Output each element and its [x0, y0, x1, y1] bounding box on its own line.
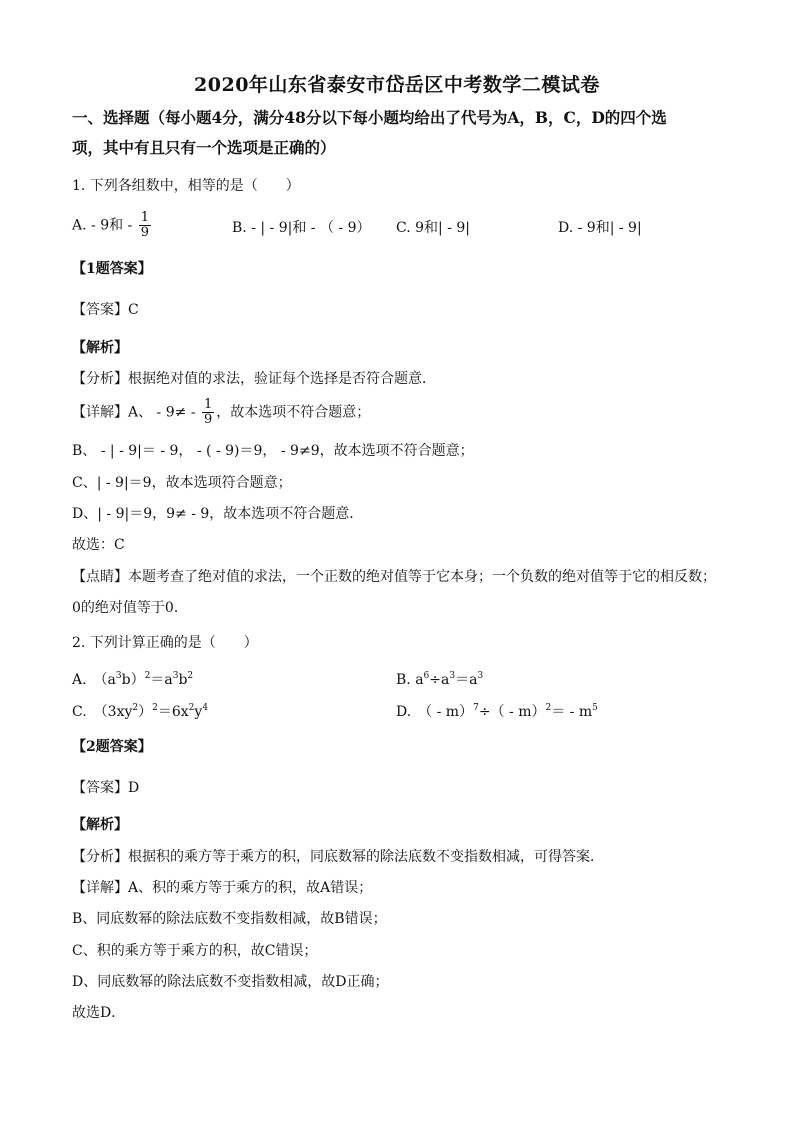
exponent: 2 [132, 703, 139, 713]
expr-part: b） [121, 672, 145, 688]
q1-option-c: C. 9和| - 9| [396, 220, 470, 236]
exponent: 5 [592, 703, 598, 713]
q1-detail-a-pre: 【详解】A、 - 9≠ - [72, 404, 201, 421]
q1-stem: 1. 下列各组数中，相等的是（ ） [72, 178, 300, 194]
q1-remark-line2: 0的绝对值等于0． [72, 600, 188, 616]
fraction-numerator: 1 [140, 210, 150, 225]
expr-part: ÷（ - m） [478, 704, 546, 720]
q1-answer-heading: 【1题答案】 [72, 261, 152, 277]
q2-choice: 故选D． [72, 1005, 126, 1021]
q1-detail-a [72, 398, 370, 427]
q2-detail-a: 【详解】A、积的乘方等于乘方的积，故A错误； [72, 880, 373, 896]
q1-detail-c: C、| - 9|＝9，故本选项符合题意； [72, 475, 292, 491]
expr-part: B. a [396, 672, 424, 688]
q2-detail-b: B、同底数幂的除法底数不变指数相减，故B错误； [72, 911, 387, 927]
exponent: 2 [187, 671, 194, 681]
q1-remark-line1: 【点睛】本题考查了绝对值的求法，一个正数的绝对值等于它本身；一个负数的绝对值等于它的相反数； [72, 569, 716, 585]
expr-part: y [194, 704, 203, 720]
q2-option-d [396, 702, 598, 722]
exponent: 2 [152, 703, 158, 713]
expr-part: A. （a [72, 672, 116, 688]
q1-analysis: 【分析】根据绝对值的求法，验证每个选择是否符合题意． [72, 371, 436, 387]
exponent: 7 [473, 703, 479, 713]
expr-part: b [178, 672, 188, 688]
exponent: 6 [423, 671, 430, 681]
expr-part: ＝a [150, 672, 173, 688]
expr-part: ＝6x [157, 704, 189, 720]
fraction-denominator: 9 [140, 225, 150, 240]
q2-analysis: 【分析】根据积的乘方等于乘方的积，同底数幂的除法底数不变指数相减，可得答案． [72, 849, 604, 865]
q1-jiexi-label: 【解析】 [72, 340, 128, 356]
exponent: 3 [449, 671, 456, 681]
q2-jiexi-label: 【解析】 [72, 817, 128, 833]
expr-part: ＝ - m [551, 704, 593, 720]
q2-answer-heading: 【2题答案】 [72, 739, 152, 755]
exponent: 2 [144, 671, 151, 681]
exponent: 3 [115, 671, 122, 681]
q1-option-d: D. - 9和| - 9| [558, 220, 642, 236]
page-title: 2020年山东省泰安市岱岳区中考数学二模试卷 [194, 74, 600, 96]
q2-option-c [72, 702, 208, 722]
q2-option-a [72, 670, 193, 690]
q1-choice: 故选：C [72, 537, 125, 553]
q2-detail-c: C、积的乘方等于乘方的积，故C错误； [72, 943, 318, 959]
expr-part: D. （ - m） [396, 704, 474, 720]
expr-part: C. （3xy [72, 704, 133, 720]
q2-detail-d: D、同底数幂的除法底数不变指数相减，故D正确； [72, 974, 389, 990]
q1-answer: 【答案】C [72, 302, 139, 318]
q1-option-a [72, 211, 153, 240]
fraction-numerator: 1 [204, 397, 213, 412]
q1-detail-a-fraction [202, 398, 214, 427]
q1-detail-b: B、 - | - 9|＝ - 9， - ( - 9)＝9， - 9≠9，故本选项不符合题意； [72, 443, 474, 459]
section-heading-line1: 一、选择题（每小题4分，满分48分以下每小题均给出了代号为A，B，C，D的四个选 [72, 108, 667, 127]
q1-option-a-text: A. - 9和 - [72, 217, 137, 234]
expr-part: ） [138, 704, 153, 720]
q1-option-b: B. - | - 9|和 - （ - 9） [232, 220, 371, 236]
q1-detail-d: D、| - 9|＝9，9≠ - 9，故本选项不符合题意． [72, 506, 364, 522]
q2-stem: 2. 下列计算正确的是（ ） [72, 635, 258, 651]
exponent: 3 [477, 671, 484, 681]
q2-answer: 【答案】D [72, 780, 140, 796]
q2-option-b [396, 670, 483, 690]
exponent: 2 [188, 703, 195, 713]
q1-option-a-fraction [139, 211, 151, 240]
expr-part: ＝a [455, 672, 478, 688]
q1-detail-a-post: ，故本选项不符合题意； [216, 404, 371, 421]
exponent: 4 [202, 703, 209, 713]
exponent: 2 [545, 703, 552, 713]
exponent: 3 [172, 671, 179, 681]
expr-part: ÷a [429, 672, 450, 688]
fraction-denominator: 9 [204, 412, 213, 427]
section-heading-line2: 项，其中有且只有一个选项是正确的） [72, 138, 336, 157]
